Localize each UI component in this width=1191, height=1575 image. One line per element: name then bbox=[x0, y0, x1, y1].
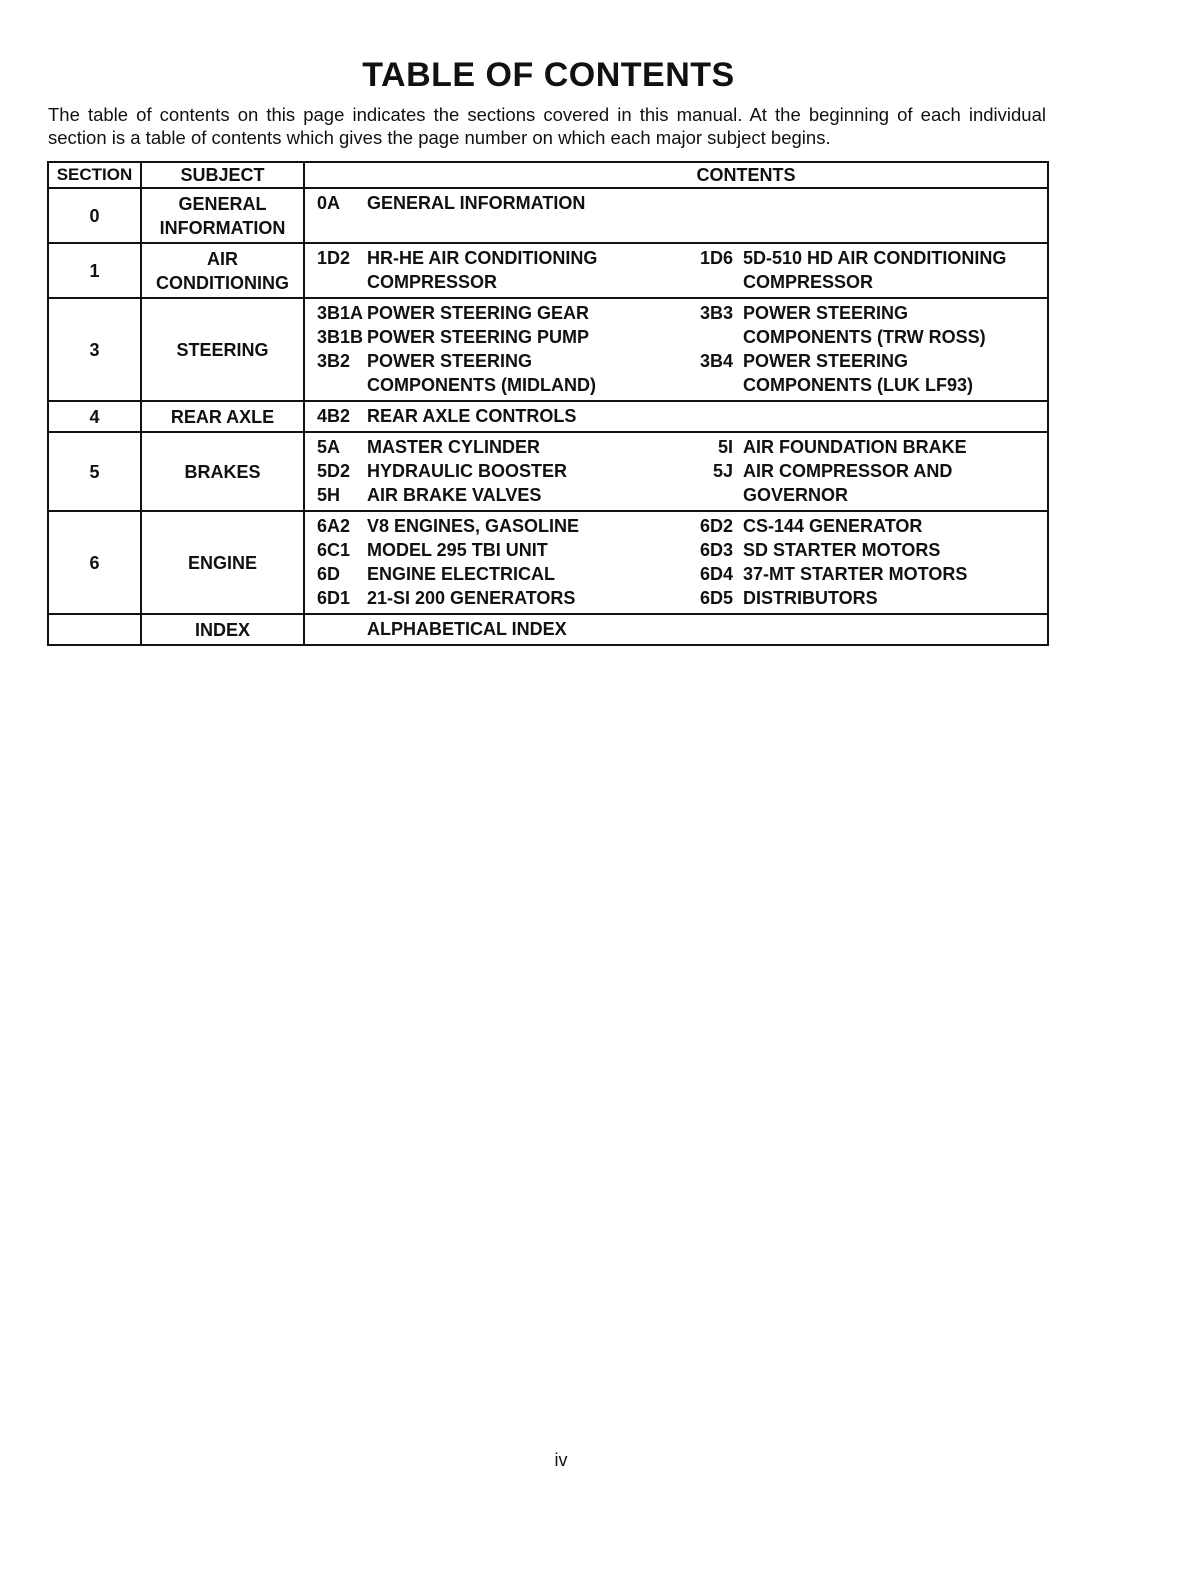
table-row bbox=[48, 298, 1048, 401]
entry-title: 5D-510 HD AIR CONDITIONING bbox=[743, 248, 1007, 268]
header-section: SECTION bbox=[48, 162, 141, 188]
subject-line: STEERING bbox=[176, 339, 269, 360]
section-contents bbox=[304, 432, 1048, 511]
section-contents bbox=[304, 188, 1048, 243]
section-subject bbox=[141, 401, 304, 432]
entry-title: AIR BRAKE VALVES bbox=[367, 485, 542, 505]
section-contents bbox=[304, 511, 1048, 614]
entry-title: COMPRESSOR bbox=[367, 272, 498, 292]
contents-line bbox=[305, 246, 1047, 270]
section-contents bbox=[304, 298, 1048, 401]
subject-line: BRAKES bbox=[184, 461, 261, 482]
contents-line bbox=[305, 301, 1047, 325]
page-number: iv bbox=[554, 1450, 568, 1470]
section-number: 5 bbox=[48, 432, 141, 511]
entry-code bbox=[685, 483, 743, 507]
table-row bbox=[48, 401, 1048, 432]
entry-code: 5I bbox=[717, 437, 733, 457]
entry-title: HR-HE AIR CONDITIONING bbox=[367, 248, 598, 268]
entry-code: 6D1 bbox=[317, 588, 351, 608]
entry-title: GENERAL INFORMATION bbox=[367, 193, 586, 213]
entry-code bbox=[685, 373, 743, 397]
entry-title: V8 ENGINES, GASOLINE bbox=[367, 516, 580, 536]
entry-code bbox=[305, 270, 367, 294]
entry-title: ENGINE ELECTRICAL bbox=[367, 564, 556, 584]
entry-code: 6D bbox=[317, 564, 341, 584]
entry-title: 37-MT STARTER MOTORS bbox=[743, 564, 968, 584]
entry-title: COMPONENTS (MIDLAND) bbox=[367, 375, 596, 395]
entry-title: POWER STEERING bbox=[367, 351, 533, 371]
contents-line bbox=[305, 617, 1047, 641]
section-subject bbox=[141, 614, 304, 645]
contents-line bbox=[305, 538, 1047, 562]
contents-line bbox=[305, 586, 1047, 610]
entry-code: 6C1 bbox=[317, 540, 351, 560]
entry-code: 6A2 bbox=[317, 516, 351, 536]
contents-line bbox=[305, 459, 1047, 483]
section-number bbox=[48, 614, 141, 645]
entry-code bbox=[685, 270, 743, 294]
table-row bbox=[48, 614, 1048, 645]
table-body bbox=[48, 188, 1048, 645]
table-row bbox=[48, 432, 1048, 511]
entry-title: ALPHABETICAL INDEX bbox=[367, 619, 567, 639]
subject-line: INDEX bbox=[194, 619, 250, 640]
section-number: 6 bbox=[48, 511, 141, 614]
subject-line: REAR AXLE bbox=[170, 406, 275, 427]
entry-code: 0A bbox=[317, 193, 341, 213]
entry-code: 5A bbox=[317, 437, 341, 457]
contents-line bbox=[305, 373, 1047, 397]
entry-title: POWER STEERING GEAR bbox=[367, 303, 590, 323]
entry-code: 3B1A bbox=[317, 303, 364, 323]
entry-title: POWER STEERING PUMP bbox=[367, 327, 590, 347]
section-contents bbox=[304, 614, 1048, 645]
contents-line bbox=[305, 562, 1047, 586]
entry-code bbox=[305, 617, 367, 641]
header-contents: CONTENTS bbox=[304, 162, 1048, 188]
table-row bbox=[48, 243, 1048, 298]
section-subject bbox=[141, 243, 304, 298]
entry-title: POWER STEERING bbox=[743, 303, 909, 323]
entry-code: 3B1B bbox=[317, 327, 364, 347]
entry-title: SD STARTER MOTORS bbox=[743, 540, 941, 560]
entry-title: COMPONENTS (TRW ROSS) bbox=[743, 327, 986, 347]
contents-line bbox=[305, 191, 1047, 215]
entry-code: 4B2 bbox=[317, 406, 351, 426]
entry-code: 1D6 bbox=[699, 248, 733, 268]
subject-line: CONDITIONING bbox=[156, 272, 289, 293]
entry-code: 5D2 bbox=[317, 461, 351, 481]
section-subject bbox=[141, 432, 304, 511]
entry-title: CS-144 GENERATOR bbox=[743, 516, 923, 536]
entry-code: 1D2 bbox=[317, 248, 351, 268]
contents-table bbox=[47, 161, 1049, 646]
table-header-row bbox=[48, 162, 1048, 188]
entry-code: 6D4 bbox=[699, 564, 733, 584]
contents-line bbox=[305, 325, 1047, 349]
entry-title: DISTRIBUTORS bbox=[743, 588, 878, 608]
entry-code bbox=[305, 215, 367, 239]
entry-title: GOVERNOR bbox=[743, 485, 849, 505]
entry-title: 21-SI 200 GENERATORS bbox=[367, 588, 576, 608]
section-subject bbox=[141, 188, 304, 243]
entry-title: COMPRESSOR bbox=[743, 272, 874, 292]
page-title: TABLE OF CONTENTS bbox=[362, 56, 735, 94]
entry-title: MASTER CYLINDER bbox=[367, 437, 541, 457]
contents-line bbox=[305, 215, 1047, 239]
section-contents bbox=[304, 401, 1048, 432]
entry-title: REAR AXLE CONTROLS bbox=[367, 406, 577, 426]
contents-line bbox=[305, 404, 1047, 428]
section-number: 1 bbox=[48, 243, 141, 298]
section-number: 3 bbox=[48, 298, 141, 401]
contents-line bbox=[305, 270, 1047, 294]
contents-line bbox=[305, 349, 1047, 373]
entry-code: 6D2 bbox=[699, 516, 733, 536]
section-number: 0 bbox=[48, 188, 141, 243]
intro-paragraph: The table of contents on this page indicates the sections covered in this manual. At the beginning of each individual section is a table of contents which gives the page number on which each major subject begins. bbox=[48, 104, 1046, 148]
entry-title bbox=[367, 215, 685, 239]
entry-code: 3B4 bbox=[699, 351, 733, 371]
entry-title: AIR FOUNDATION BRAKE bbox=[743, 437, 967, 457]
entry-code: 6D3 bbox=[699, 540, 733, 560]
contents-line bbox=[305, 435, 1047, 459]
entry-code: 3B2 bbox=[317, 351, 351, 371]
header-subject: SUBJECT bbox=[141, 162, 304, 188]
entry-code bbox=[685, 325, 743, 349]
section-number: 4 bbox=[48, 401, 141, 432]
entry-code: 6D5 bbox=[699, 588, 733, 608]
section-contents bbox=[304, 243, 1048, 298]
contents-line bbox=[305, 514, 1047, 538]
subject-line: GENERAL bbox=[178, 193, 267, 214]
entry-title: AIR COMPRESSOR AND bbox=[743, 461, 953, 481]
entry-title: MODEL 295 TBI UNIT bbox=[367, 540, 548, 560]
section-subject bbox=[141, 298, 304, 401]
entry-code: 3B3 bbox=[699, 303, 733, 323]
entry-title: COMPONENTS (LUK LF93) bbox=[743, 375, 974, 395]
entry-code bbox=[305, 373, 367, 397]
table-row bbox=[48, 511, 1048, 614]
entry-code: 5J bbox=[712, 461, 733, 481]
entry-title: HYDRAULIC BOOSTER bbox=[367, 461, 568, 481]
entry-title: POWER STEERING bbox=[743, 351, 909, 371]
subject-line: AIR bbox=[207, 248, 238, 269]
entry-code: 5H bbox=[317, 485, 341, 505]
contents-line bbox=[305, 483, 1047, 507]
section-subject bbox=[141, 511, 304, 614]
subject-line: ENGINE bbox=[187, 552, 257, 573]
table-row bbox=[48, 188, 1048, 243]
subject-line: INFORMATION bbox=[159, 217, 286, 238]
